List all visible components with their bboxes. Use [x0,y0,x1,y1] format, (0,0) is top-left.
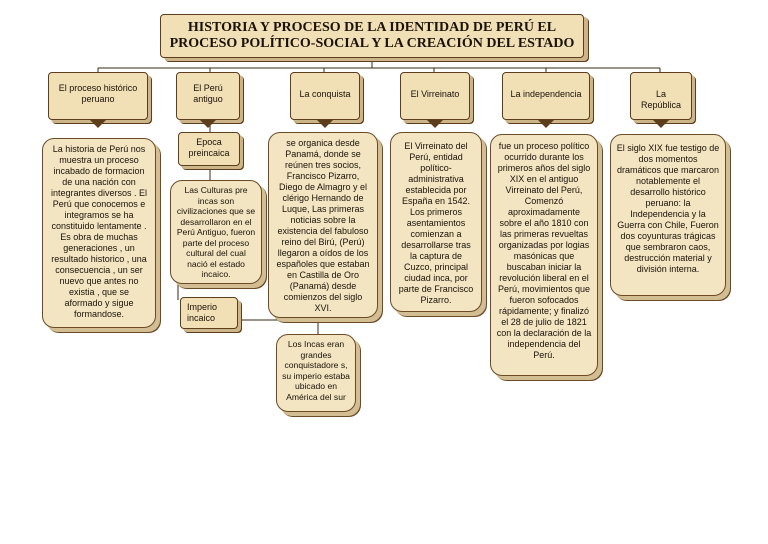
arrow-down-icon [537,119,555,128]
header-conquista [290,72,360,120]
title-line-2: PROCESO POLÍTICO-SOCIAL Y LA CREACIÓN DEL ESTADO [169,36,575,51]
arrow-down-icon [426,119,444,128]
card-text: El Virreinato del Perú, entidad político-administrativa establecida por España en 1542. Los primeros asentamientos comienzan a desarrollarse tras la captura de Cuzco, principal ciudad inca, por parte de Francisco Pizarro. [398,141,474,305]
header-imperio-incaico [180,297,238,329]
header-epoca-preincaica [178,132,240,166]
header-label: El Virreinato [410,89,460,99]
card-conquista [268,132,378,318]
header-virreinato [400,72,470,120]
header-label: La independencia [510,89,582,99]
card-text: El siglo XIX fue testigo de dos momentos dramáticos que marcaron notablemente el desarrollo histórico peruano: la Independencia y la Guerra con Chile, Fueron dos coyunturas trágicas que sembraron caos, destrucción material y división interna. [616,143,720,274]
header-label: La conquista [299,89,351,99]
card-text: Los Incas eran grandes conquistadore s, su imperio estaba ubicado en América del sur [282,339,350,402]
title-line-1: HISTORIA Y PROCESO DE LA IDENTIDAD DE PERÚ EL [187,20,557,35]
arrow-down-icon [89,119,107,128]
header-peru-antiguo [176,72,240,120]
card-text: se organica desde Panamá, donde se reúnen tres socios, Francisco Pizarro, Diego de Almagro y el clérigo Hernando de Luque, Las primeras noticias sobre la existencia del fabuloso reino del Birú, (Perú) llegaron a oídos de los españoles que estaban en Castilla de Oro (Panamá) desde comienzos del siglo XVI. [276,138,370,313]
header-label: El proceso histórico peruano [58,83,138,104]
arrow-down-icon [652,119,670,128]
card-epoca-preincaica [170,180,262,284]
header-independencia [502,72,590,120]
card-imperio-incaico [276,334,356,412]
card-proceso-historico [42,138,156,328]
header-proceso-historico [48,72,148,120]
card-text: Las Culturas pre incas son civilizaciones que se desarrollaron en el Perú Antiguo, fueron parte del proceso cultural del cual nació el estado incaico. [176,185,256,279]
header-label: La República [640,89,682,110]
arrow-down-icon [199,119,217,128]
card-independencia [490,134,598,376]
header-label: El Perú antiguo [193,83,223,104]
card-virreinato [390,132,482,312]
header-label: Epoca preincaica [188,137,230,158]
card-republica [610,134,726,296]
arrow-down-icon [316,119,334,128]
header-label: Imperio incaico [187,302,218,323]
card-text: fue un proceso político ocurrido durante los primeros años del siglo XIX en el antiguo Virreinato del Perú, Comenzó aproximadamente sobre el año 1810 con las primeras revueltas organizadas por logias masónicas que buscaban iniciar la revolución liberal en el Perú, movimientos que fueron sofocados rápidamente; y finalizó el 28 de julio de 1821 con la declaración de la independencia del Perú. [496,141,592,360]
card-text: La historia de Perú nos muestra un proceso incabado de formacion de una nación con integrantes diversos . El Perú que conocemos e integramos se ha constituido lentamente . Es obra de muchas generaciones , un resultado historico , una consecuencia , un ser nuevo que antes no existia , que se aformado y sigue formandose. [50,144,148,319]
page-title [160,14,584,58]
header-republica [630,72,692,120]
